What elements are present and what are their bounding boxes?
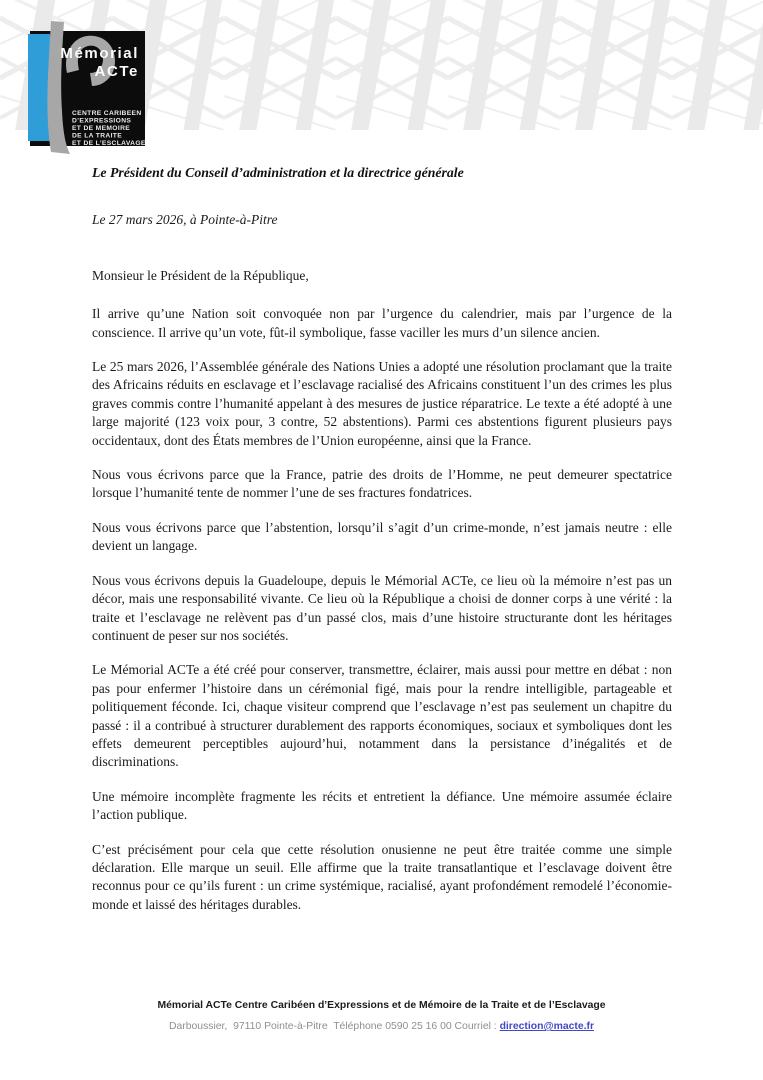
letter-paragraph: Le 25 mars 2026, l’Assemblée générale des Nations Unies a adopté une résolution proclamant que la traite des Africains réduits en esclavage et l’esclavage racialisé des Africains constituent l’un des crimes les plus graves commis contre l’humanité appelant à des mesures de justice réparatrice. Le texte a été adopté à une large majorité (123 voix pour, 3 contre, 52 abstentions). Parmi ces abstentions figurent plusieurs pays occidentaux, dont des États membres de l’Union européenne, ainsi que la France. [92, 359, 672, 448]
letter-paragraph: Nous vous écrivons depuis la Guadeloupe, depuis le Mémorial ACTe, ce lieu où la mémoire n’est pas un décor, mais une responsabilité vivante. Ce lieu où la République a choisi de donner corps à une vérité : la traite et l’esclavage ne relèvent pas d’un passé clos, mais d’une histoire structurante dont les héritages continuent de peser sur nos sociétés. [92, 572, 672, 643]
logo-blue-bar [28, 34, 50, 141]
svg-text:D’EXPRESSIONS: D’EXPRESSIONS [72, 117, 132, 125]
letter-paragraph: Nous vous écrivons parce que l’abstention, lorsqu’il s’agit d’un crime-monde, n’est jamais neutre : elle devient un langage. [92, 519, 672, 554]
letter-salutation: Monsieur le Président de la République, [92, 267, 309, 283]
svg-text:CENTRE CARIBEEN: CENTRE CARIBEEN [72, 110, 142, 117]
letter-heading: Le Président du Conseil d’administration et la directrice générale [92, 165, 464, 180]
letter-dateline: Le 27 mars 2026, à Pointe-à-Pitre [92, 212, 278, 228]
svg-text:ET DE L’ESCLAVAGE: ET DE L’ESCLAVAGE [72, 140, 146, 147]
svg-text:DE LA TRAITE: DE LA TRAITE [72, 132, 123, 140]
svg-text:ET DE MEMOIRE: ET DE MEMOIRE [72, 125, 131, 132]
memorial-acte-logo [27, 21, 151, 155]
letter-paragraph: C’est précisément pour cela que cette résolution onusienne ne peut être traitée comme une simple déclaration. Elle marque un seuil. Elle affirme que la traite transatlantique et l’esclavage doivent être reconnus pour ce qu’ils furent : un crime systémique, racialisé, ayant profondément remodelé l’économie-monde et laissé des héritages durables. [92, 841, 672, 912]
footer-email-link[interactable]: direction@macte.fr [499, 1021, 595, 1032]
letter-paragraph: Nous vous écrivons parce que la France, patrie des droits de l’Homme, ne peut demeurer spectatrice lorsque l’humanité tente de nommer l’une de ses fractures fondatrices. [92, 467, 672, 501]
logo-title-line2: ACTe [94, 63, 139, 80]
letter-paragraph: Le Mémorial ACTe a été créé pour conserver, transmettre, éclairer, mais aussi pour mettre en débat : non pas pour enfermer l’histoire dans un cérémonial figé, mais pour la rendre intelligible, partageable et politiquement féconde. Ici, chaque visiteur comprend que l’esclavage n’est pas seulement un chapitre du passé : il a contribué à structurer durablement des rapports économiques, sociaux et symboliques dont les effets demeurent perceptibles aujourd’hui, notamment dans la persistance d’inégalités et de discriminations. [92, 662, 672, 770]
letter-content [92, 164, 672, 930]
letter-paragraph: Une mémoire incomplète fragmente les récits et entretient la défiance. Une mémoire assumée éclaire l’action publique. [92, 788, 672, 823]
footer-contact [0, 1021, 763, 1032]
footer-address-phone: Darboussier, 97110 Pointe-à-Pitre Téléphone 0590 25 16 00 Courriel : [168, 1021, 500, 1032]
logo-title-line1: Mémorial [60, 45, 139, 62]
footer-org-name: Mémorial ACTe Centre Caribéen d’Expressions et de Mémoire de la Traite et de l’Esclavage [157, 1000, 606, 1011]
letter-footer [0, 1000, 763, 1032]
letter-paragraph: Il arrive qu’une Nation soit convoquée non par l’urgence du calendrier, mais par l’urgence de la conscience. Il arrive qu’un vote, fût-il symbolique, fasse vaciller les murs d’un silence ancien. [92, 306, 672, 340]
